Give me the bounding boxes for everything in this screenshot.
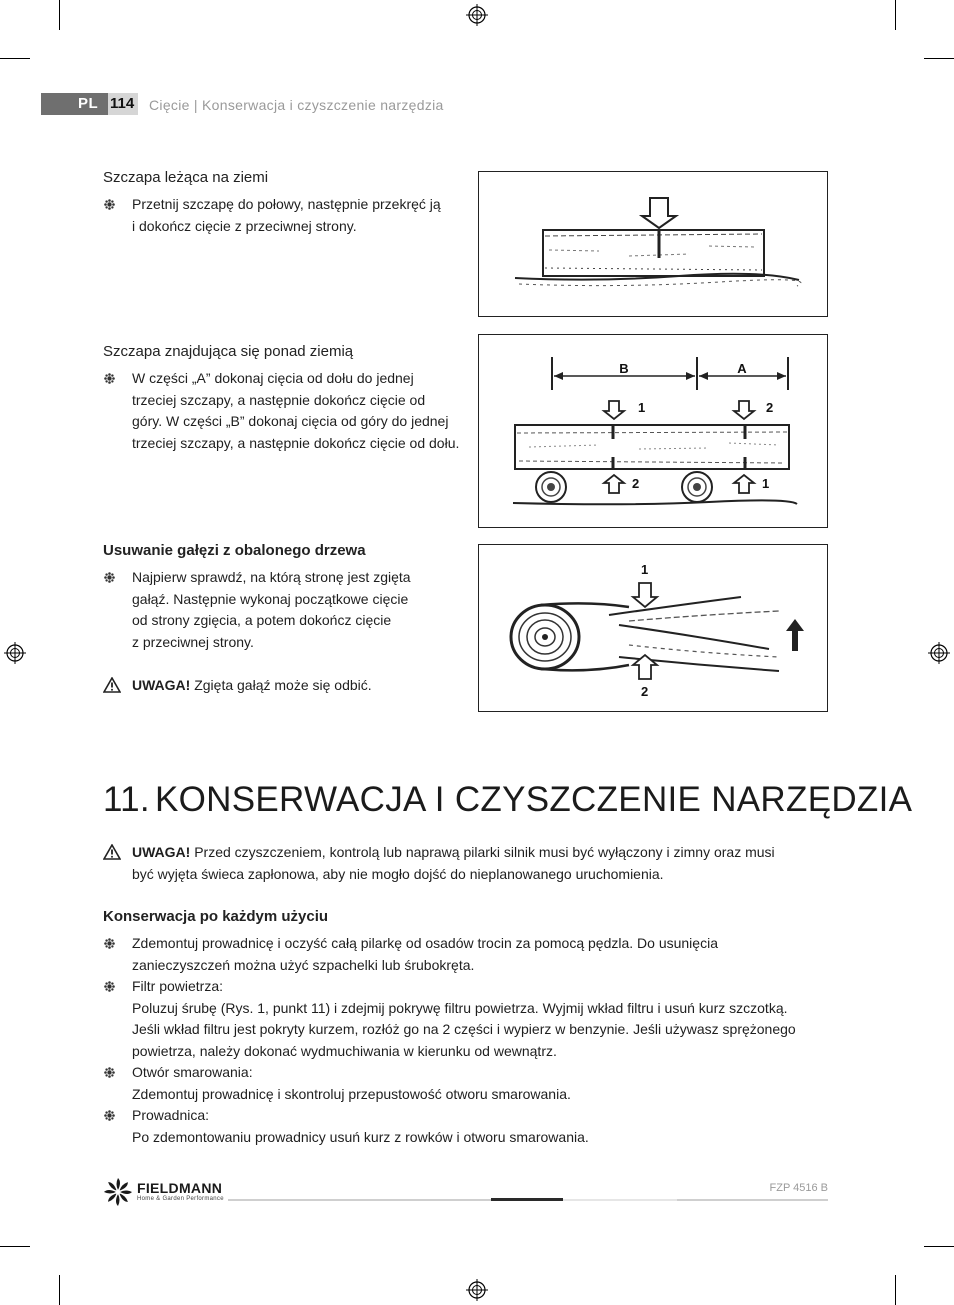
maintenance-item <box>132 1062 571 1105</box>
bullet-icon <box>104 981 115 992</box>
footer-rule <box>677 1199 828 1201</box>
section3-warning <box>132 675 372 697</box>
warning-label: UWAGA! <box>132 677 191 693</box>
cut-number: 1 <box>762 476 770 491</box>
figure-branch <box>478 544 828 712</box>
section-title-ground-log: Szczapa leżąca na ziemi <box>103 169 269 186</box>
maintenance-item <box>132 933 718 976</box>
branch-illustration <box>479 545 827 711</box>
text-line <box>132 842 775 864</box>
registration-mark-icon <box>4 642 26 664</box>
model-number: FZP 4516 B <box>769 1182 828 1194</box>
chapter-title: KONSERWACJA I CZYSZCZENIE NARZĘDZIA <box>155 780 913 819</box>
text-line: gałąź. Następnie wykonaj początkowe cięcie <box>132 590 409 607</box>
warning-text: Zgięta gałąź może się odbić. <box>190 677 372 693</box>
text-line: W części „A” dokonaj cięcia od dołu do jednej <box>132 370 414 386</box>
text-line: trzeciej szczapy, a następnie dokończ cięcie od <box>132 391 426 408</box>
warning-label: UWAGA! <box>132 844 191 860</box>
ground-log-illustration <box>479 172 827 316</box>
registration-mark-icon <box>466 4 488 26</box>
text-line: trzeciej szczapy, a następnie dokończ cięcie od dołu. <box>132 434 460 451</box>
text-line: Najpierw sprawdź, na którą stronę jest zgięta <box>132 569 411 585</box>
footer-rule <box>228 1199 491 1201</box>
text-line: Zdemontuj prowadnicę i skontroluj przepustowość otworu smarowania. <box>132 1085 571 1102</box>
brand-name: FIELDMANN <box>137 1180 223 1196</box>
text-line: góry. W części „B” dokonaj cięcia od góry do jednej <box>132 413 449 429</box>
text-line: powietrza, należy dokonać wydmuchiwania w kierunku od wewnątrz. <box>132 1042 557 1059</box>
brand-tagline: Home & Garden Performance <box>137 1196 224 1202</box>
text-line: Otwór smarowania: <box>132 1064 253 1080</box>
warning-triangle-icon <box>103 844 121 860</box>
cut-number: 2 <box>632 476 640 491</box>
text-line: i dokończ cięcie z przeciwnej strony. <box>132 217 357 234</box>
bullet-icon <box>104 199 115 210</box>
bullet-icon <box>104 1067 115 1078</box>
dimension-label-a: A <box>737 361 747 376</box>
chapter-warning <box>132 842 775 885</box>
crop-mark <box>59 1275 60 1305</box>
text-line: Zdemontuj prowadnicę i oczyść całą pilarkę od osadów trocin za pomocą pędzla. Do usunięcia <box>132 935 718 951</box>
page-number: 114 <box>110 95 135 112</box>
text-line: Przetnij szczapę do połowy, następnie przekręć ją <box>132 196 441 212</box>
section3-text <box>132 567 411 653</box>
text-line: od strony zgięcia, a potem dokończ cięcie <box>132 612 392 628</box>
bullet-icon <box>104 373 115 384</box>
chapter-heading <box>103 780 912 820</box>
text-line: zanieczyszczeń można użyć szpachelki lub śrubokręta. <box>132 956 475 973</box>
section-title-branch-removal: Usuwanie gałęzi z obalonego drzewa <box>103 542 366 559</box>
text-line: Poluzuj śrubę (Rys. 1, punkt 11) i zdejmij pokrywę filtru powietrza. Wyjmij wkład filtru i usuń kurz szczotką. <box>132 999 788 1016</box>
section1-text <box>132 194 441 237</box>
text-line: Filtr powietrza: <box>132 978 224 994</box>
crop-mark <box>895 0 896 30</box>
warning-text: Przed czyszczeniem, kontrolą lub naprawą pilarki silnik musi być wyłączony i zimny oraz musi <box>190 844 775 860</box>
cut-number: 2 <box>641 684 649 699</box>
fieldmann-logo-icon <box>103 1177 133 1207</box>
bullet-icon <box>104 1110 115 1121</box>
crop-mark <box>59 0 60 30</box>
footer-rule <box>563 1199 677 1201</box>
maintenance-item <box>132 976 796 1062</box>
figure-raised-log <box>478 334 828 528</box>
chapter-number: 11. <box>103 780 150 819</box>
text-line: Po zdemontowaniu prowadnicy usuń kurz z rowków i otworu smarowania. <box>132 1128 589 1145</box>
crop-mark <box>895 1275 896 1305</box>
maintenance-item <box>132 1105 589 1148</box>
section2-text <box>132 368 459 454</box>
footer-rule <box>491 1198 563 1201</box>
text-line: Jeśli wkład filtru jest pokryty kurzem, rozłóż go na 2 części i wypierz w benzynie. Jeśli używasz sprężonego <box>132 1021 796 1037</box>
cut-number: 2 <box>766 400 774 415</box>
bullet-icon <box>104 572 115 583</box>
cut-number: 1 <box>638 400 646 415</box>
registration-mark-icon <box>928 642 950 664</box>
raised-log-illustration <box>479 335 827 527</box>
registration-mark-icon <box>466 1279 488 1301</box>
crop-mark <box>924 58 954 59</box>
crop-mark <box>0 1246 30 1247</box>
warning-triangle-icon <box>103 677 121 693</box>
crop-mark <box>924 1246 954 1247</box>
dimension-label-b: B <box>619 361 629 376</box>
figure-ground-log <box>478 171 828 317</box>
section-title-raised-log: Szczapa znajdująca się ponad ziemią <box>103 343 354 360</box>
crop-mark <box>0 58 30 59</box>
header-language: PL <box>78 95 99 112</box>
text-line: być wyjęta świeca zapłonowa, aby nie mogło dojść do nieplanowanego uruchomienia. <box>132 865 664 882</box>
bullet-icon <box>104 938 115 949</box>
text-line: z przeciwnej strony. <box>132 633 254 650</box>
text-line: Prowadnica: <box>132 1107 210 1123</box>
cut-number: 1 <box>641 562 649 577</box>
running-header-title: Cięcie | Konserwacja i czyszczenie narzędzia <box>149 97 444 113</box>
maintenance-title: Konserwacja po każdym użyciu <box>103 908 329 925</box>
